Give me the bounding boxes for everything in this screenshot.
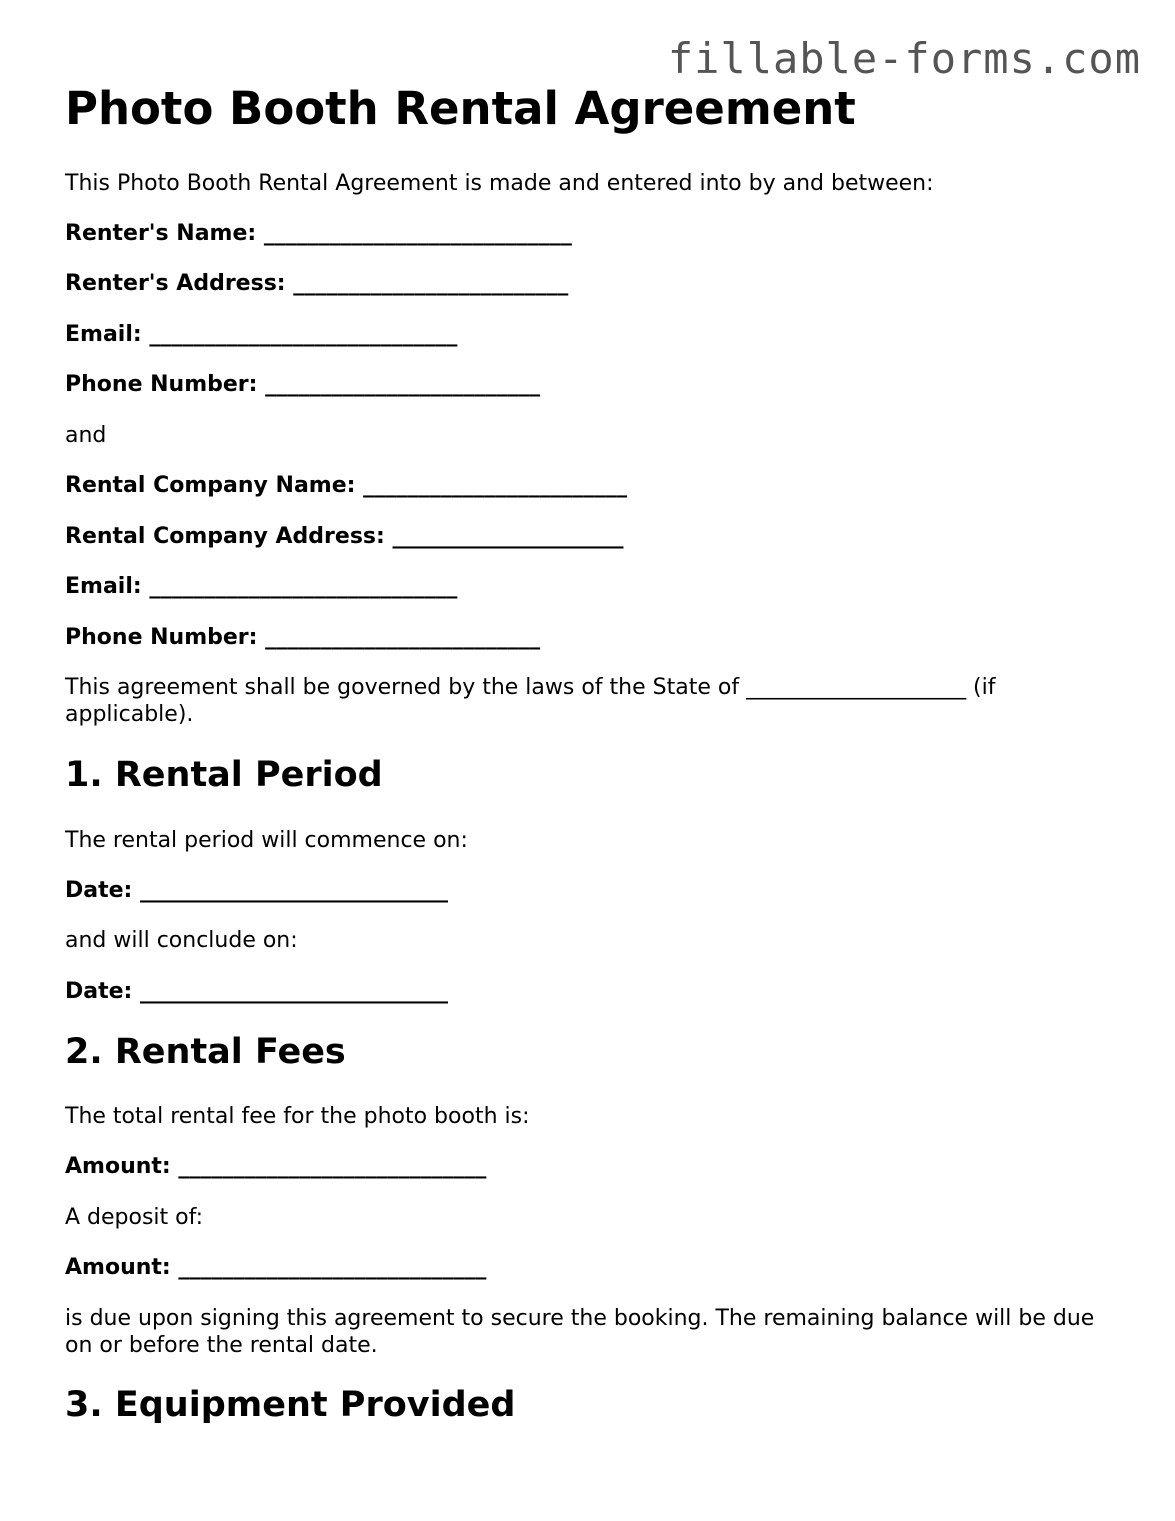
renter-address-field[interactable]: Renter's Address: _________________________ xyxy=(65,271,569,296)
company-phone-field[interactable]: Phone Number: _________________________ xyxy=(65,625,541,650)
section-heading-equipment-provided: 3. Equipment Provided xyxy=(65,1385,516,1425)
document-title: Photo Booth Rental Agreement xyxy=(65,82,856,135)
start-date-field[interactable]: Date: ____________________________ xyxy=(65,878,449,903)
deposit-amount-field[interactable]: Amount: ____________________________ xyxy=(65,1255,487,1280)
company-name-field[interactable]: Rental Company Name: ________________________ xyxy=(65,473,628,498)
rental-commence-text: The rental period will commence on: xyxy=(65,828,468,853)
intro-text: This Photo Booth Rental Agreement is made and entered into by and between: xyxy=(65,171,934,196)
end-date-field[interactable]: Date: ____________________________ xyxy=(65,979,449,1004)
renter-name-field[interactable]: Renter's Name: ____________________________ xyxy=(65,221,572,246)
renter-email-field[interactable]: Email: ____________________________ xyxy=(65,322,458,347)
section-heading-rental-fees: 2. Rental Fees xyxy=(65,1032,346,1072)
company-address-field[interactable]: Rental Company Address: _____________________ xyxy=(65,524,624,549)
rental-conclude-text: and will conclude on: xyxy=(65,928,298,953)
and-text: and xyxy=(65,423,107,448)
company-email-field[interactable]: Email: ____________________________ xyxy=(65,574,458,599)
renter-phone-field[interactable]: Phone Number: _________________________ xyxy=(65,372,541,397)
total-amount-field[interactable]: Amount: ____________________________ xyxy=(65,1154,487,1179)
deposit-text: A deposit of: xyxy=(65,1205,203,1230)
watermark: fillable-forms.com xyxy=(667,34,1141,83)
section-heading-rental-period: 1. Rental Period xyxy=(65,755,383,795)
governing-law-text[interactable]: This agreement shall be governed by the laws of the State of ____________________ (if applicable). xyxy=(65,675,996,727)
total-fee-text: The total rental fee for the photo booth is: xyxy=(65,1104,530,1129)
balance-terms-text: is due upon signing this agreement to secure the booking. The remaining balance will be due on or before the rental date. xyxy=(65,1306,1095,1358)
